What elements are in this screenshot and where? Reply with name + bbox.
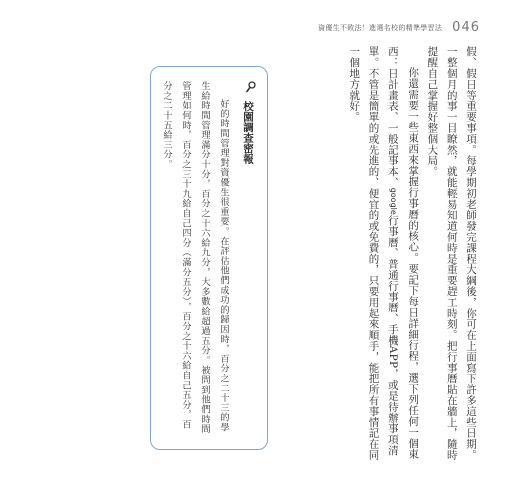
campus-survey-sidebar: [150, 66, 268, 450]
magnifier-icon: [246, 81, 256, 93]
body-paragraph: 假、假日等重要事項。每學期初老師發完課程大綱後，你可在上面寫下許多這些日期。一整個月的事一目瞭然，就能輕易知道何時是重要趕工時刻。把行事曆貼在牆上，隨時提醒自己掌握好整個大局。: [426, 46, 477, 461]
sidebar-heading: [239, 81, 257, 437]
body-text-fragment: 行事曆、普通行事曆、手機APP，或是待辦事項清單。不管是簡單的或先進的、便宜的或免費的，只要用起來順手，能把所有事情記在同一個地方就好。: [348, 46, 399, 461]
sidebar-paragraph: 好的時間管理對資優生很重要。在評估他們成功的歸因時，百分之二十三的學生給時間管理滿分十分，百分之十六給九分，大多數給超過五分。被問到他們時間管理如何時，百分之三十九給自己四分（滿分五分），百分之十六給自己五分，百分之二十五給三分。: [161, 81, 229, 434]
google-inline-term: google: [388, 187, 398, 215]
header-title: 資優生不敗法！進選名校的精準學習法: [318, 23, 443, 32]
body-paragraph: [344, 46, 422, 471]
running-header: [318, 20, 480, 35]
page-number: 046: [452, 20, 480, 35]
sidebar-heading-text: 校園調查密報: [242, 100, 254, 164]
sidebar-body: [157, 81, 233, 437]
main-body-text: [248, 46, 480, 471]
body-text-fragment: 你還需要一些東西來掌握行事曆的核心。要記下每日詳細行程，選下列任何一個東西：日計畫表、一般記事本、: [386, 46, 420, 460]
